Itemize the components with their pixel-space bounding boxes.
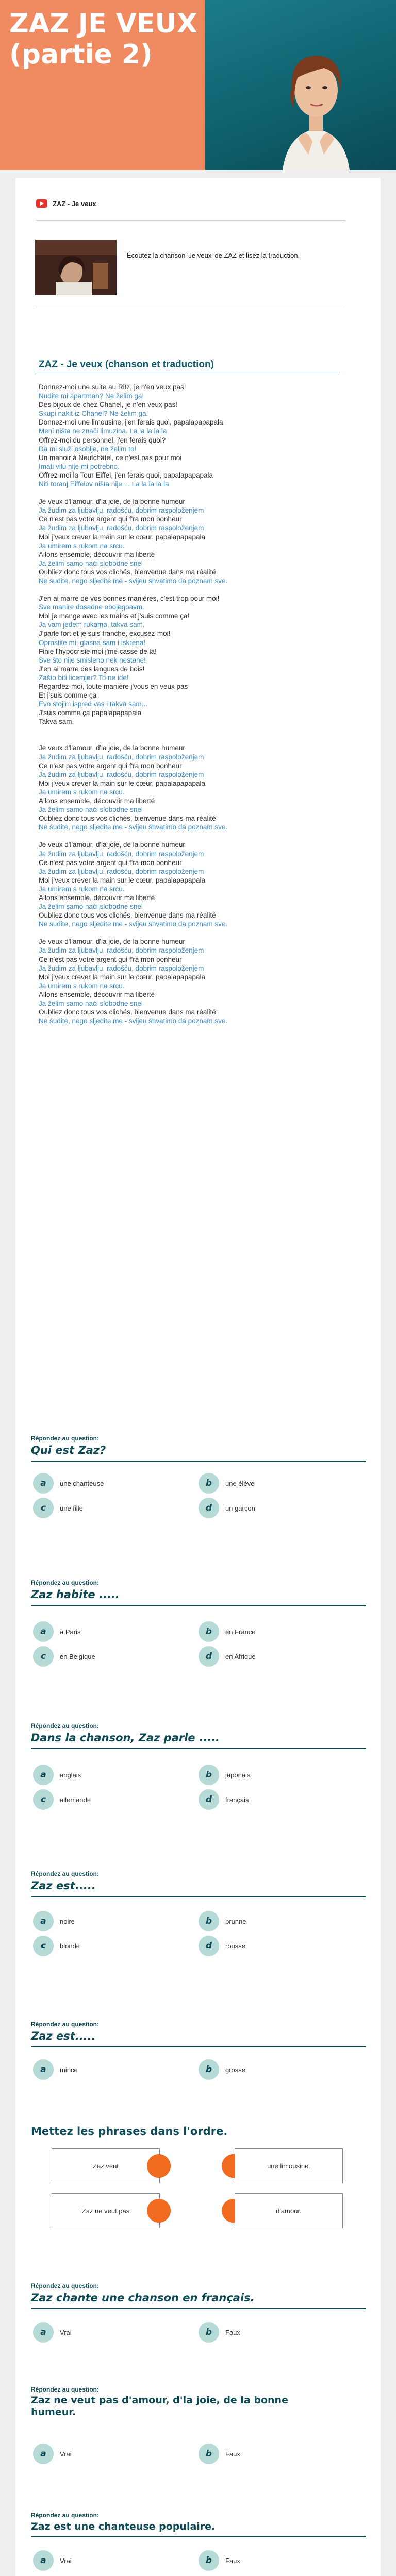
lyric-line-translation: Ja umirem s rukom na srcu. xyxy=(39,885,125,893)
option-letter: b xyxy=(199,2550,219,2571)
lyric-line-french: Allons ensemble, découvrir ma liberté xyxy=(39,893,155,902)
option-label: à Paris xyxy=(60,1628,81,1636)
option-label: blonde xyxy=(60,1942,80,1950)
option-b[interactable] xyxy=(199,1911,246,1931)
lyric-line-translation: Oprostite mi, glasna sam i iskrena! xyxy=(39,638,146,647)
option-label: en France xyxy=(225,1628,256,1636)
lyric-line-french: Regardez-moi, toute manière j'vous en veux pas xyxy=(39,683,188,690)
option-label: Vrai xyxy=(60,2556,72,2565)
lyric-line-french: Offrez-moi du personnel, j'en ferais quoi? xyxy=(39,436,166,444)
option-letter: a xyxy=(33,2322,54,2343)
lyric-line-translation: Ja žudim za ljubavlju, radošću, dobrim raspoloženjem xyxy=(39,867,204,875)
option-letter: d xyxy=(199,1936,219,1956)
match-left-item[interactable]: Zaz veut xyxy=(52,2148,160,2183)
option-b[interactable] xyxy=(199,1621,256,1642)
lyric-line-translation: Ne sudite, nego sljedite me - svijeu shvatimo da poznam sve. xyxy=(39,1017,228,1025)
lyric-line-translation: Imati vilu nije mi potrebno. xyxy=(39,462,120,470)
option-label: une élève xyxy=(225,1479,255,1487)
lyric-line-french: Allons ensemble, découvrir ma liberté xyxy=(39,990,155,998)
option-d[interactable] xyxy=(199,1789,249,1810)
question-prompt: Répondez au question: xyxy=(31,1435,99,1442)
option-letter: c xyxy=(33,1789,54,1810)
lyric-line-translation: Ne sudite, nego sljedite me - svijeu shvatimo da poznam sve. xyxy=(39,577,228,585)
lyric-line-french: Moi j'veux crever la main sur le cœur, papalapapapala xyxy=(39,533,205,541)
lyric-line-french: Et j'suis comme ça xyxy=(39,691,97,700)
question-title: Zaz est..... xyxy=(31,2030,96,2042)
content-card xyxy=(15,178,381,2576)
option-letter: a xyxy=(33,1911,54,1931)
lyric-line-french: Takva sam. xyxy=(39,718,74,726)
lyric-line-translation: Ja umirem s rukom na srcu. xyxy=(39,541,125,550)
option-label: grosse xyxy=(225,2065,246,2074)
question-title: Dans la chanson, Zaz parle ..... xyxy=(31,1732,220,1744)
lyric-line-french: Ce n'est pas votre argent qui f'ra mon bonheur xyxy=(39,955,182,963)
lyric-line-translation: Evo stojim ispred vas i takva sam... xyxy=(39,700,147,708)
lyric-line-french: Finie l'hypocrisie moi j'me casse de là! xyxy=(39,647,157,655)
lyric-line-translation: Ne sudite, nego sljedite me - svijeu shvatimo da poznam sve. xyxy=(39,823,228,832)
lyric-line-translation: Ja želim samo naći slobodne snel xyxy=(39,903,143,911)
option-label: en Belgique xyxy=(60,1652,95,1660)
lyric-line-french: Oubliez donc tous vos clichés, bienvenue dans ma réalité xyxy=(39,1008,216,1016)
question-title: Zaz ne veut pas d'amour, d'la joie, de la bonne humeur. xyxy=(31,2395,288,2418)
option-letter: b xyxy=(199,1911,219,1931)
lyric-line-french: Donnez-moi une limousine, j'en ferais quoi, papalapapapala xyxy=(39,418,223,427)
option-label: Faux xyxy=(225,2556,240,2565)
option-vrai[interactable] xyxy=(33,2444,72,2464)
option-d[interactable] xyxy=(199,1646,256,1667)
option-b[interactable] xyxy=(199,1473,254,1494)
lyric-line-french: J'en ai marre de vos bonnes manières, c'est trop pour moi! xyxy=(39,595,220,603)
option-letter: b xyxy=(199,1765,219,1785)
option-a[interactable] xyxy=(33,2059,78,2080)
lyric-line-french: Moi j'veux crever la main sur le cœur, papalapapapala xyxy=(39,779,205,787)
option-b[interactable] xyxy=(199,1765,250,1785)
matching-title: Mettez les phrases dans l'ordre. xyxy=(31,2125,228,2138)
option-letter: d xyxy=(199,1789,219,1810)
option-c[interactable] xyxy=(33,1789,91,1810)
lyric-line-french: Oubliez donc tous vos clichés, bienvenue dans ma réalité xyxy=(39,911,216,920)
lyric-line-translation: Sve što nije smisleno nek nestane! xyxy=(39,656,146,664)
lyric-line-translation: Da mi služi osoblje, ne želim to! xyxy=(39,445,137,453)
option-label: rousse xyxy=(225,1942,246,1950)
song-title: ZAZ - Je veux (chanson et traduction) xyxy=(39,359,214,370)
question-title: Zaz chante une chanson en français. xyxy=(31,2292,255,2304)
hero-photo xyxy=(205,0,396,170)
option-c[interactable] xyxy=(33,1646,95,1667)
lyric-line-french: J'en ai marre des langues de bois! xyxy=(39,665,145,673)
lyric-line-french: Je veux d'l'amour, d'la joie, de la bonne humeur xyxy=(39,841,185,849)
hero-left-panel xyxy=(0,0,205,170)
page-title: ZAZ JE VEUX (partie 2) xyxy=(9,8,197,70)
intro-text: Écoutez la chanson 'Je veux' de ZAZ et lisez la traduction. xyxy=(127,251,300,259)
option-label: une fille xyxy=(60,1504,83,1512)
lyrics-gap xyxy=(39,928,369,937)
lyric-line-translation: Ja žudim za ljubavlju, radošću, dobrim raspoloženjem xyxy=(39,770,204,778)
lyric-line-translation: Ja umirem s rukom na srcu. xyxy=(39,788,125,796)
option-label: anglais xyxy=(60,1771,81,1779)
question-title: Zaz est..... xyxy=(31,1879,96,1892)
question-prompt: Répondez au question: xyxy=(31,2282,99,2290)
option-a[interactable] xyxy=(33,1473,104,1494)
lyric-line-translation: Skupi nakit iz Chanel? Ne želim ga! xyxy=(39,410,148,418)
option-a[interactable] xyxy=(33,1765,81,1785)
lyric-line-french: Oubliez donc tous vos clichés, bienvenue dans ma réalité xyxy=(39,815,216,823)
lyric-line-french: Moi j'veux crever la main sur le cœur, papalapapapala xyxy=(39,973,205,981)
lyric-line-translation: Sve manire dosadne obojegoavm. xyxy=(39,603,144,612)
lyric-line-french: Des bijoux de chez Chanel, je n'en veux pas! xyxy=(39,401,177,409)
option-label: Faux xyxy=(225,2450,240,2458)
option-label: un garçon xyxy=(225,1504,255,1512)
question-underline xyxy=(31,2536,366,2537)
option-letter: a xyxy=(33,2059,54,2080)
match-connector-dot[interactable] xyxy=(147,2199,171,2223)
option-label: brunne xyxy=(225,1917,246,1925)
option-letter: a xyxy=(33,1765,54,1785)
lyric-line-french: Je veux d'l'amour, d'la joie, de la bonne humeur xyxy=(39,498,185,506)
question-underline xyxy=(31,1461,366,1462)
lyric-line-french: Ce n'est pas votre argent qui f'ra mon bonheur xyxy=(39,515,182,523)
match-right-item[interactable]: une limousine. xyxy=(235,2148,343,2183)
option-label: mince xyxy=(60,2065,78,2074)
option-label: allemande xyxy=(60,1795,91,1804)
question-underline xyxy=(31,1896,366,1897)
option-letter: b xyxy=(199,2444,219,2464)
lyric-line-translation: Ja žudim za ljubavlju, radošću, dobrim raspoloženjem xyxy=(39,964,204,972)
option-letter: a xyxy=(33,1473,54,1494)
match-right-item[interactable]: d'amour. xyxy=(235,2193,343,2228)
question-underline xyxy=(31,2046,366,2047)
option-vrai[interactable] xyxy=(33,2322,72,2343)
option-a[interactable] xyxy=(33,1911,75,1931)
youtube-icon xyxy=(36,199,47,208)
singer-portrait xyxy=(267,36,365,170)
match-left-item[interactable]: Zaz ne veut pas xyxy=(52,2193,160,2228)
option-label: noire xyxy=(60,1917,75,1925)
option-label: une chanteuse xyxy=(60,1479,104,1487)
option-label: Vrai xyxy=(60,2328,72,2336)
lyrics-gap xyxy=(39,726,369,735)
lyric-line-translation: Nudite mi apartman? Ne želim ga! xyxy=(39,392,144,400)
video-thumbnail-image xyxy=(35,240,117,295)
question-underline xyxy=(31,1748,366,1749)
option-faux[interactable] xyxy=(199,2550,240,2571)
question-underline xyxy=(31,1605,366,1606)
option-faux[interactable] xyxy=(199,2322,240,2343)
question-prompt: Répondez au question: xyxy=(31,1722,99,1730)
lyric-line-translation: Meni ništa ne znači limuzina. La la la la la xyxy=(39,427,167,435)
option-label: Vrai xyxy=(60,2450,72,2458)
lyric-line-french: Je veux d'l'amour, d'la joie, de la bonne humeur xyxy=(39,938,185,946)
video-label: ZAZ - Je veux xyxy=(53,199,96,208)
option-a[interactable] xyxy=(33,1621,80,1642)
lyric-line-french: J'parle fort et je suis franche, excusez-moi! xyxy=(39,630,171,638)
lyric-line-french: J'suis comme ça papalapapapala xyxy=(39,709,142,717)
option-label: en Afrique xyxy=(225,1652,256,1660)
hero-banner xyxy=(0,0,396,170)
question-underline xyxy=(31,2308,366,2309)
lyrics-gap xyxy=(39,832,369,840)
option-letter: a xyxy=(33,1621,54,1642)
option-letter: b xyxy=(199,1473,219,1494)
option-faux[interactable] xyxy=(199,2444,240,2464)
option-letter: d xyxy=(199,1646,219,1667)
question-prompt: Répondez au question: xyxy=(31,2512,99,2519)
question-prompt: Répondez au question: xyxy=(31,2386,99,2393)
lyric-line-french: Allons ensemble, découvrir ma liberté xyxy=(39,550,155,558)
option-letter: a xyxy=(33,2550,54,2571)
option-letter: c xyxy=(33,1936,54,1956)
lyric-line-translation: Ja želim samo naći slobodne snel xyxy=(39,559,143,567)
option-letter: b xyxy=(199,2059,219,2080)
video-thumbnail[interactable] xyxy=(35,240,117,295)
video-header xyxy=(36,198,96,209)
question-title: Zaz habite ..... xyxy=(31,1588,120,1601)
question-title: Zaz est une chanteuse populaire. xyxy=(31,2521,216,2532)
question-prompt: Répondez au question: xyxy=(31,1579,99,1586)
option-letter: c xyxy=(33,1646,54,1667)
lyrics-gap xyxy=(39,735,369,743)
option-c[interactable] xyxy=(33,1936,80,1956)
lyric-line-french: Oubliez donc tous vos clichés, bienvenue dans ma réalité xyxy=(39,568,216,576)
option-letter: a xyxy=(33,2444,54,2464)
lyric-line-french: Moi je mange avec les mains et j'suis comme ça! xyxy=(39,612,190,620)
option-label: français xyxy=(225,1795,249,1804)
lyric-line-french: Un manoir à Neufchâtel, ce n'est pas pour moi xyxy=(39,453,182,462)
lyric-line-translation: Ja umirem s rukom na srcu. xyxy=(39,981,125,990)
lyric-line-translation: Ja vam jedem rukama, takva sam. xyxy=(39,621,145,629)
lyrics-gap xyxy=(39,488,369,497)
option-label: japonais xyxy=(225,1771,251,1779)
option-b[interactable] xyxy=(199,2059,245,2080)
lyric-line-french: Moi j'veux crever la main sur le cœur, papalapapapala xyxy=(39,876,205,884)
option-letter: b xyxy=(199,2322,219,2343)
lyric-line-translation: Ja žudim za ljubavlju, radošću, dobrim raspoloženjem xyxy=(39,506,204,515)
lyric-line-translation: Ja želim samo naći slobodne snel xyxy=(39,806,143,814)
lyric-line-french: Ce n'est pas votre argent qui f'ra mon bonheur xyxy=(39,761,182,770)
lyrics-gap xyxy=(39,585,369,594)
option-letter: b xyxy=(199,1621,219,1642)
lyric-line-translation: Ja žudim za ljubavlju, radošću, dobrim raspoloženjem xyxy=(39,524,204,532)
question-prompt: Répondez au question: xyxy=(31,1870,99,1877)
lyric-line-french: Offrez-moi la Tour Eiffel, j'en ferais quoi, papalapapapala xyxy=(39,471,213,479)
option-vrai[interactable] xyxy=(33,2550,72,2571)
lyric-line-french: Allons ensemble, découvrir ma liberté xyxy=(39,797,155,805)
question-prompt: Répondez au question: xyxy=(31,2021,99,2028)
option-letter: c xyxy=(33,1498,54,1518)
option-label: Faux xyxy=(225,2328,240,2336)
lyric-line-translation: Zašto biti licemjer? To ne ide! xyxy=(39,673,129,682)
match-connector-dot[interactable] xyxy=(147,2154,171,2178)
lyric-line-translation: Ja žudim za ljubavlju, radošću, dobrim raspoloženjem xyxy=(39,946,204,955)
lyric-line-french: Ce n'est pas votre argent qui f'ra mon bonheur xyxy=(39,858,182,867)
divider xyxy=(36,220,345,221)
option-d[interactable] xyxy=(199,1498,255,1518)
lyric-line-translation: Ja žudim za ljubavlju, radošću, dobrim raspoloženjem xyxy=(39,753,204,761)
option-d[interactable] xyxy=(199,1936,245,1956)
lyrics xyxy=(39,383,369,1025)
question-title: Qui est Zaz? xyxy=(31,1444,106,1456)
lyric-line-translation: Ja želim samo naći slobodne snel xyxy=(39,999,143,1007)
lyric-line-french: Je veux d'l'amour, d'la joie, de la bonne humeur xyxy=(39,744,185,752)
lyric-line-french: Donnez-moi une suite au Ritz, je n'en veux pas! xyxy=(39,383,186,391)
option-letter: d xyxy=(199,1498,219,1518)
lyric-line-translation: Niti toranj Eiffelov ništa nije.... La la la la la xyxy=(39,480,169,488)
lyric-line-translation: Ne sudite, nego sljedite me - svijeu shvatimo da poznam sve. xyxy=(39,920,228,928)
option-c[interactable] xyxy=(33,1498,83,1518)
lyric-line-translation: Ja žudim za ljubavlju, radošću, dobrim raspoloženjem xyxy=(39,850,204,858)
